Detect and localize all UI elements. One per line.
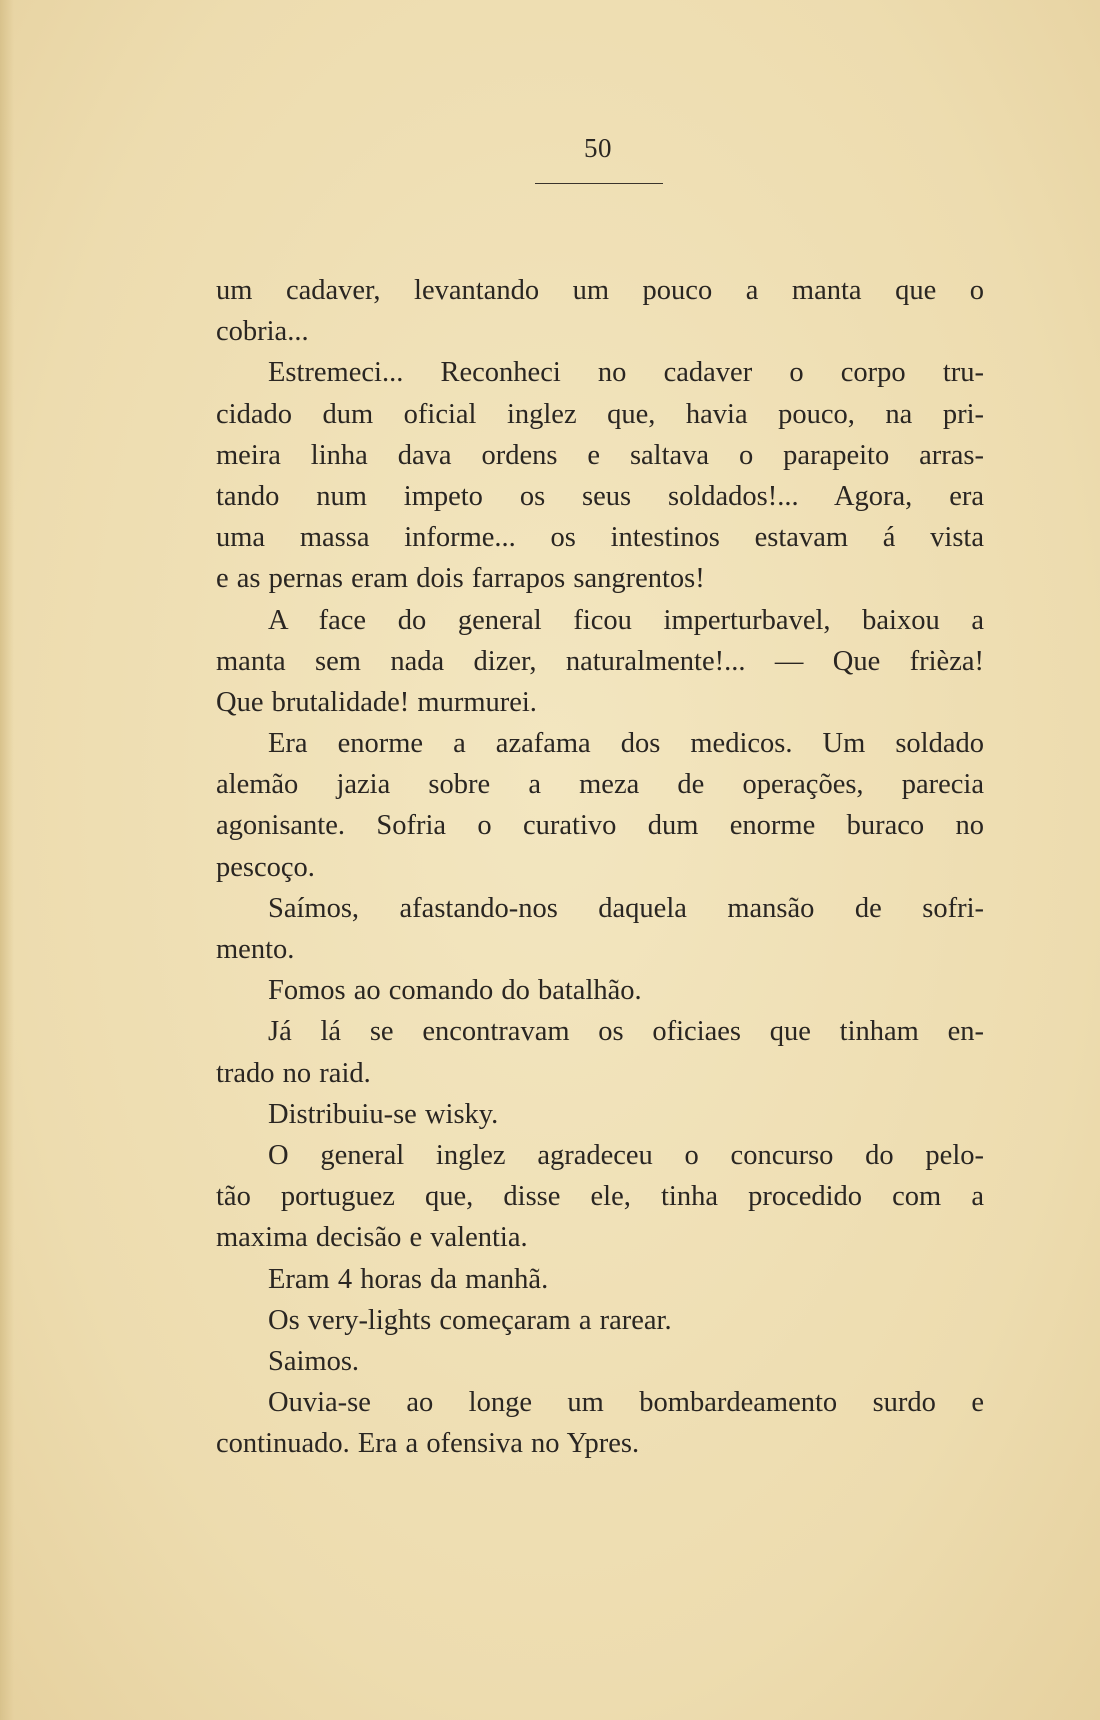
page-binding-edge bbox=[0, 0, 14, 1720]
text-line: tão portuguez que, disse ele, tinha procedido com a bbox=[216, 1181, 984, 1213]
text-line: Ouvia-se ao longe um bombardeamento surdo e bbox=[268, 1387, 984, 1419]
text-line: Saímos, afastando-nos daquela mansão de sofri- bbox=[268, 892, 984, 924]
text-line: meira linha dava ordens e saltava o parapeito arras- bbox=[216, 439, 984, 471]
text-line: manta sem nada dizer, naturalmente!... — Que frièza! bbox=[216, 645, 984, 677]
text-line: pescoço. bbox=[216, 851, 315, 883]
body-text bbox=[216, 270, 984, 1464]
text-line: maxima decisão e valentia. bbox=[216, 1222, 528, 1254]
text-line: e as pernas eram dois farrapos sangrentos! bbox=[216, 563, 705, 595]
text-line: Era enorme a azafama dos medicos. Um soldado bbox=[268, 728, 984, 760]
text-line: Saimos. bbox=[268, 1345, 360, 1377]
text-line: Distribuiu-se wisky. bbox=[268, 1098, 499, 1130]
text-line: Fomos ao comando do batalhão. bbox=[268, 975, 642, 1007]
text-line: trado no raid. bbox=[216, 1057, 371, 1089]
text-line: Estremeci... Reconheci no cadaver o corpo tru- bbox=[268, 357, 984, 389]
text-line: um cadaver, levantando um pouco a manta que o bbox=[216, 275, 984, 306]
text-line: agonisante. Sofria o curativo dum enorme buraco no bbox=[216, 810, 984, 842]
text-line: Eram 4 horas da manhã. bbox=[268, 1263, 549, 1295]
text-line: cobria... bbox=[216, 316, 309, 348]
text-line: A face do general ficou imperturbavel, baixou a bbox=[268, 604, 984, 636]
page-number-rule bbox=[535, 183, 663, 184]
text-line: cidado dum oficial inglez que, havia pouco, na pri- bbox=[216, 398, 984, 430]
text-line: Que brutalidade! murmurei. bbox=[216, 686, 537, 718]
text-line: Já lá se encontravam os oficiaes que tinham en- bbox=[268, 1016, 984, 1048]
page-number: 50 bbox=[584, 133, 612, 163]
text-line: tando num impeto os seus soldados!... Agora, era bbox=[216, 480, 984, 512]
text-line: mento. bbox=[216, 934, 295, 965]
text-line: continuado. Era a ofensiva no Ypres. bbox=[216, 1428, 640, 1460]
text-line: O general inglez agradeceu o concurso do pelo- bbox=[268, 1139, 984, 1171]
text-line: alemão jazia sobre a meza de operações, parecia bbox=[216, 769, 984, 801]
text-line: Os very-lights começaram a rarear. bbox=[268, 1304, 672, 1336]
text-line: uma massa informe... os intestinos estavam á vista bbox=[216, 522, 984, 554]
